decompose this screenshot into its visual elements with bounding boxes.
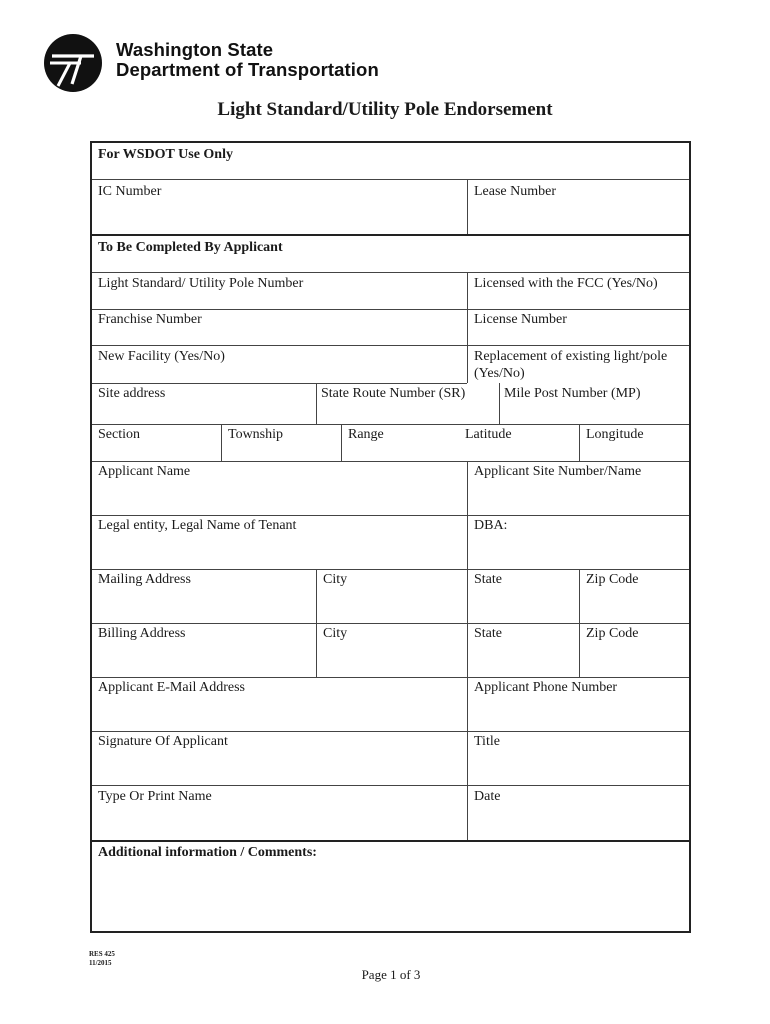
range-field[interactable]: Range xyxy=(348,427,384,442)
agency-name-line2: Department of Transportation xyxy=(116,59,379,80)
row-divider xyxy=(92,272,689,273)
state-route-field[interactable]: State Route Number (SR) xyxy=(321,386,466,401)
ic-number-field[interactable]: IC Number xyxy=(98,184,162,199)
email-field[interactable]: Applicant E-Mail Address xyxy=(98,680,245,695)
row-divider xyxy=(92,731,689,732)
row-divider xyxy=(92,623,689,624)
lease-number-field[interactable]: Lease Number xyxy=(474,184,557,199)
pole-number-field[interactable]: Light Standard/ Utility Pole Number xyxy=(98,276,304,291)
applicant-heading: To Be Completed By Applicant xyxy=(98,240,283,255)
billing-address-field[interactable]: Billing Address xyxy=(98,626,186,641)
form-code-number: RES 425 xyxy=(89,950,115,958)
billing-city-field[interactable]: City xyxy=(323,626,348,641)
billing-zip-field[interactable]: Zip Code xyxy=(586,626,639,641)
agency-logo xyxy=(44,34,424,92)
mailing-zip-field[interactable]: Zip Code xyxy=(586,572,639,587)
row-divider xyxy=(92,309,689,310)
form-code-date: 11/2015 xyxy=(89,959,112,967)
replacement-field[interactable]: Replacement of existing light/pole (Yes/No) xyxy=(474,349,668,381)
row-divider xyxy=(92,424,689,425)
section-divider xyxy=(92,840,689,842)
billing-state-field[interactable]: State xyxy=(474,626,502,641)
title-field[interactable]: Title xyxy=(474,734,500,749)
row-divider xyxy=(92,383,467,384)
page-title: Light Standard/Utility Pole Endorsement xyxy=(217,99,553,120)
section-field[interactable]: Section xyxy=(98,427,140,442)
page-number: Page 1 of 3 xyxy=(361,967,421,982)
mailing-city-field[interactable]: City xyxy=(323,572,348,587)
license-number-field[interactable]: License Number xyxy=(474,312,567,327)
row-divider xyxy=(92,569,689,570)
new-facility-field[interactable]: New Facility (Yes/No) xyxy=(98,349,225,364)
endorsement-form xyxy=(90,141,691,933)
legal-entity-field[interactable]: Legal entity, Legal Name of Tenant xyxy=(98,518,297,533)
fcc-licensed-field[interactable]: Licensed with the FCC (Yes/No) xyxy=(474,276,658,291)
site-address-field[interactable]: Site address xyxy=(98,386,166,401)
agency-name xyxy=(116,40,379,80)
row-divider xyxy=(92,677,689,678)
franchise-number-field[interactable]: Franchise Number xyxy=(98,312,202,327)
row-divider xyxy=(92,179,689,180)
form-code xyxy=(89,950,115,968)
mailing-state-field[interactable]: State xyxy=(474,572,502,587)
date-field[interactable]: Date xyxy=(474,789,501,804)
applicant-site-field[interactable]: Applicant Site Number/Name xyxy=(474,464,642,479)
agency-name-line1: Washington State xyxy=(116,39,274,60)
section-divider xyxy=(92,234,689,236)
row-divider xyxy=(92,785,689,786)
print-name-field[interactable]: Type Or Print Name xyxy=(98,789,212,804)
row-divider xyxy=(92,461,689,462)
mailing-address-field[interactable]: Mailing Address xyxy=(98,572,191,587)
row-divider xyxy=(92,345,689,346)
mile-post-field[interactable]: Mile Post Number (MP) xyxy=(504,386,641,401)
township-field[interactable]: Township xyxy=(228,427,284,442)
wsdot-use-heading: For WSDOT Use Only xyxy=(98,147,233,162)
latitude-field[interactable]: Latitude xyxy=(465,427,512,442)
phone-field[interactable]: Applicant Phone Number xyxy=(474,680,618,695)
dba-field[interactable]: DBA: xyxy=(474,518,508,533)
comments-field[interactable]: Additional information / Comments: xyxy=(98,845,317,860)
longitude-field[interactable]: Longitude xyxy=(586,427,644,442)
signature-field[interactable]: Signature Of Applicant xyxy=(98,734,228,749)
wsdot-logo-icon xyxy=(44,34,102,92)
row-divider xyxy=(92,515,689,516)
applicant-name-field[interactable]: Applicant Name xyxy=(98,464,191,479)
